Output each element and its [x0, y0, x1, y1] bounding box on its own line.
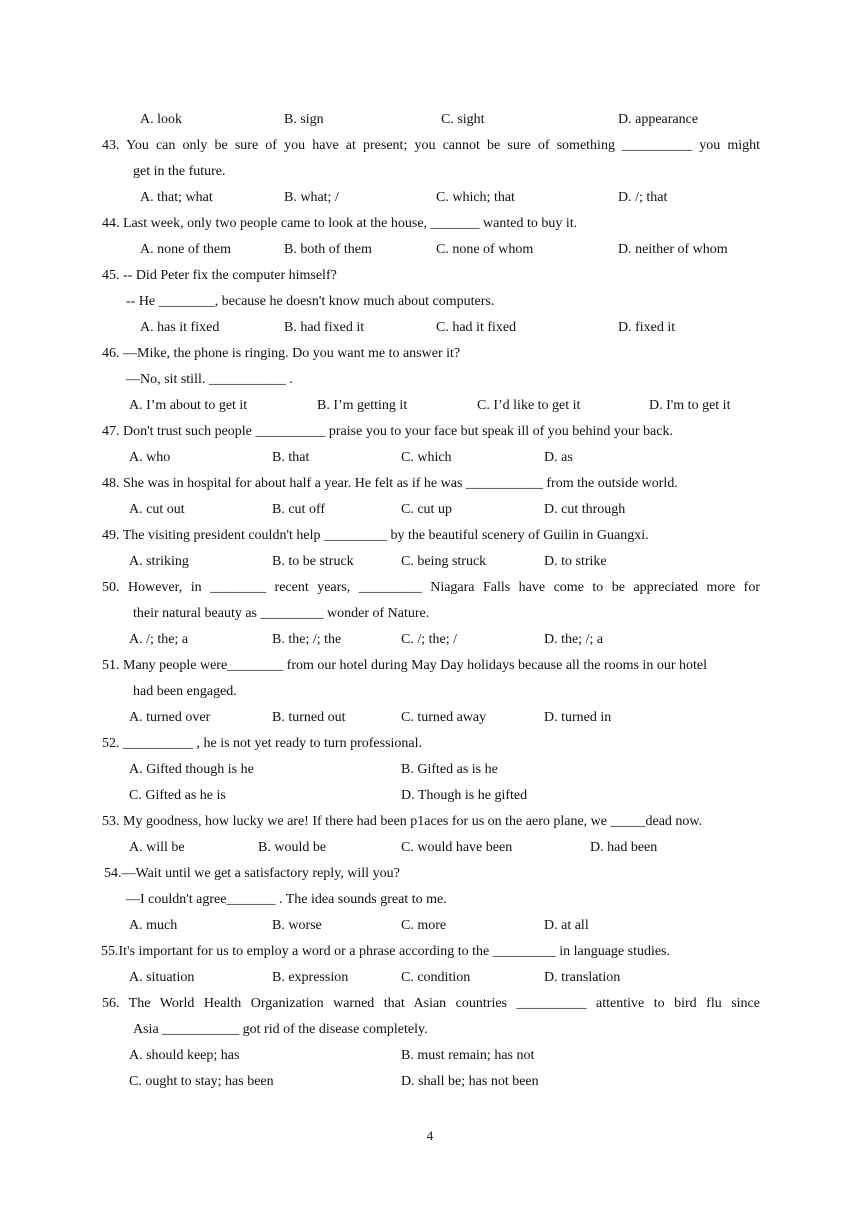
option-c: C. which; that: [436, 190, 515, 205]
option-a: A. cut out: [129, 502, 185, 517]
question-54-stem: 54.—Wait until we get a satisfactory reply, will you?: [104, 866, 400, 881]
option-a: A. much: [129, 918, 178, 933]
question-56-stem: 56. The World Health Organization warned that Asian countries __________ attentive to bird flu since: [102, 996, 760, 1011]
option-a: A. who: [129, 450, 171, 465]
question-48-stem: 48. She was in hospital for about half a year. He felt as if he was ___________ from the outside world.: [102, 476, 678, 491]
option-d: D. shall be; has not been: [401, 1074, 539, 1089]
question-46-reply: —No, sit still. ___________ .: [126, 372, 293, 387]
option-c: C. ought to stay; has been: [129, 1074, 274, 1089]
option-b: B. had fixed it: [284, 320, 365, 335]
question-50-stem: 50. However, in ________ recent years, _________ Niagara Falls have come to be appreciated more for: [102, 580, 760, 595]
option-d: D. Though is he gifted: [401, 788, 528, 803]
option-c: C. Gifted as he is: [129, 788, 226, 803]
option-b: B. would be: [258, 840, 327, 855]
page-number: 4: [426, 1128, 434, 1143]
option-d: D. translation: [544, 970, 621, 985]
option-d: D. the; /; a: [544, 632, 604, 647]
option-b: B. that: [272, 450, 310, 465]
option-b: B. the; /; the: [272, 632, 342, 647]
question-55-stem: 55.It's important for us to employ a word or a phrase according to the _________ in language studies.: [101, 944, 671, 959]
option-c: C. sight: [441, 112, 485, 127]
option-b: B. turned out: [272, 710, 346, 725]
question-43-stem: 43. You can only be sure of you have at present; you cannot be sure of something __________ you might: [102, 138, 760, 153]
option-d: D. as: [544, 450, 573, 465]
question-46-stem: 46. —Mike, the phone is ringing. Do you want me to answer it?: [102, 346, 461, 361]
option-d: D. I'm to get it: [649, 398, 731, 413]
question-45-stem: 45. -- Did Peter fix the computer himself?: [102, 268, 337, 283]
option-a: A. that; what: [140, 190, 213, 205]
option-c: C. had it fixed: [436, 320, 517, 335]
option-a: A. should keep; has: [129, 1048, 240, 1063]
option-c: C. I’d like to get it: [477, 398, 581, 413]
question-47-stem: 47. Don't trust such people __________ praise you to your face but speak ill of you behind your back.: [102, 424, 673, 439]
option-d: D. /; that: [618, 190, 668, 205]
option-b: B. to be struck: [272, 554, 354, 569]
question-56-continuation: Asia ___________ got rid of the disease completely.: [133, 1022, 428, 1037]
option-a: A. Gifted though is he: [129, 762, 254, 777]
question-54-reply: —I couldn't agree_______ . The idea sounds great to me.: [126, 892, 447, 907]
question-43-continuation: get in the future.: [133, 164, 226, 179]
option-c: C. /; the; /: [401, 632, 457, 647]
option-c: C. which: [401, 450, 452, 465]
option-d: D. turned in: [544, 710, 612, 725]
option-d: D. fixed it: [618, 320, 676, 335]
option-a: A. striking: [129, 554, 189, 569]
option-a: A. none of them: [140, 242, 231, 257]
option-b: B. Gifted as is he: [401, 762, 498, 777]
option-b: B. must remain; has not: [401, 1048, 535, 1063]
option-c: C. more: [401, 918, 447, 933]
option-d: D. cut through: [544, 502, 626, 517]
option-c: C. turned away: [401, 710, 487, 725]
option-b: B. worse: [272, 918, 322, 933]
question-51-continuation: had been engaged.: [133, 684, 237, 699]
option-d: D. appearance: [618, 112, 699, 127]
option-d: D. at all: [544, 918, 589, 933]
option-c: C. cut up: [401, 502, 452, 517]
question-44-stem: 44. Last week, only two people came to look at the house, _______ wanted to buy it.: [102, 216, 578, 231]
option-c: C. condition: [401, 970, 471, 985]
option-b: B. both of them: [284, 242, 372, 257]
option-a: A. look: [140, 112, 182, 127]
option-c: C. being struck: [401, 554, 487, 569]
question-51-stem: 51. Many people were________ from our hotel during May Day holidays because all the rooms in our hotel: [102, 658, 707, 673]
option-d: D. had been: [590, 840, 658, 855]
option-c: C. none of whom: [436, 242, 534, 257]
question-50-continuation: their natural beauty as _________ wonder of Nature.: [133, 606, 430, 621]
question-52-stem: 52. __________ , he is not yet ready to turn professional.: [102, 736, 423, 751]
option-d: D. to strike: [544, 554, 607, 569]
option-c: C. would have been: [401, 840, 513, 855]
question-53-stem: 53. My goodness, how lucky we are! If there had been p1aces for us on the aero plane, we _____dead now.: [102, 814, 703, 829]
option-a: A. /; the; a: [129, 632, 189, 647]
option-a: A. turned over: [129, 710, 211, 725]
option-b: B. I’m getting it: [317, 398, 408, 413]
option-a: A. has it fixed: [140, 320, 220, 335]
option-b: B. cut off: [272, 502, 326, 517]
option-b: B. sign: [284, 112, 324, 127]
option-b: B. what; /: [284, 190, 339, 205]
option-b: B. expression: [272, 970, 349, 985]
option-d: D. neither of whom: [618, 242, 728, 257]
option-a: A. will be: [129, 840, 185, 855]
option-a: A. situation: [129, 970, 195, 985]
question-45-reply: -- He ________, because he doesn't know much about computers.: [126, 294, 495, 309]
option-a: A. I’m about to get it: [129, 398, 248, 413]
question-49-stem: 49. The visiting president couldn't help _________ by the beautiful scenery of Guilin in Guangxi.: [102, 528, 649, 543]
